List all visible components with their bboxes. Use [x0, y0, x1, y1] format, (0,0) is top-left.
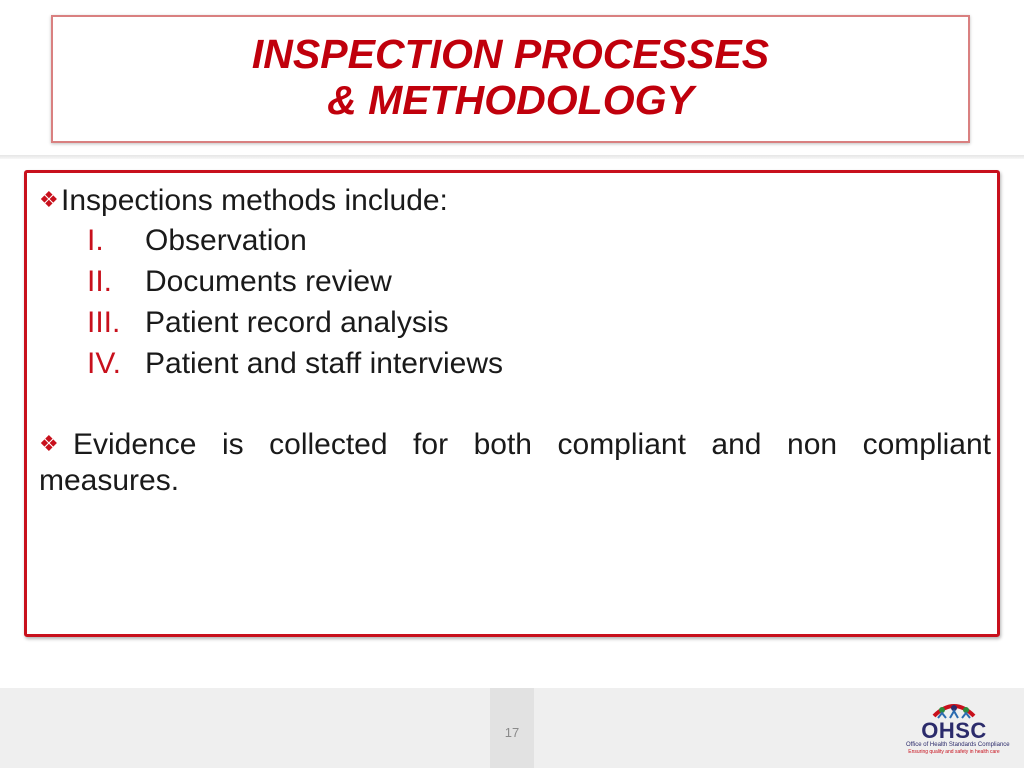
list-item-text: Patient and staff interviews	[145, 347, 503, 380]
bullet-evidence	[39, 426, 991, 499]
header-divider	[0, 155, 1024, 159]
list-item	[27, 305, 627, 345]
slide-title-line-1: INSPECTION PROCESSES	[251, 31, 770, 77]
list-item-text: Patient record analysis	[145, 306, 449, 339]
bullet-methods-intro-text: Inspections methods include:	[61, 184, 448, 217]
list-numeral: I.	[87, 224, 104, 257]
list-numeral: IV.	[87, 347, 121, 380]
list-item	[27, 223, 627, 263]
logo-name: OHSC	[921, 718, 987, 743]
slide-title-line-2: & METHODOLOGY	[327, 77, 694, 123]
list-item	[27, 264, 627, 304]
logo-subtitle: Office of Health Standards Compliance	[906, 742, 1010, 748]
list-item-text: Documents review	[145, 265, 392, 298]
diamond-bullet-icon: ❖	[39, 187, 59, 212]
list-numeral: II.	[87, 265, 113, 298]
list-numeral: III.	[87, 306, 121, 339]
page-number: 17	[490, 688, 534, 768]
ohsc-logo	[906, 698, 1010, 762]
bullet-evidence-text: Evidence is collected for both compliant and non compliant measures.	[39, 428, 991, 497]
list-item-text: Observation	[145, 224, 307, 257]
list-item	[27, 346, 627, 386]
bullet-methods-intro	[39, 182, 448, 219]
logo-tagline: Ensuring quality and safety in health care	[908, 749, 1000, 755]
slide-footer	[0, 688, 1024, 768]
content-box	[24, 170, 1000, 637]
slide-title-box	[51, 15, 970, 143]
logo-figures-icon	[906, 698, 1002, 720]
diamond-bullet-icon: ❖	[39, 431, 59, 456]
